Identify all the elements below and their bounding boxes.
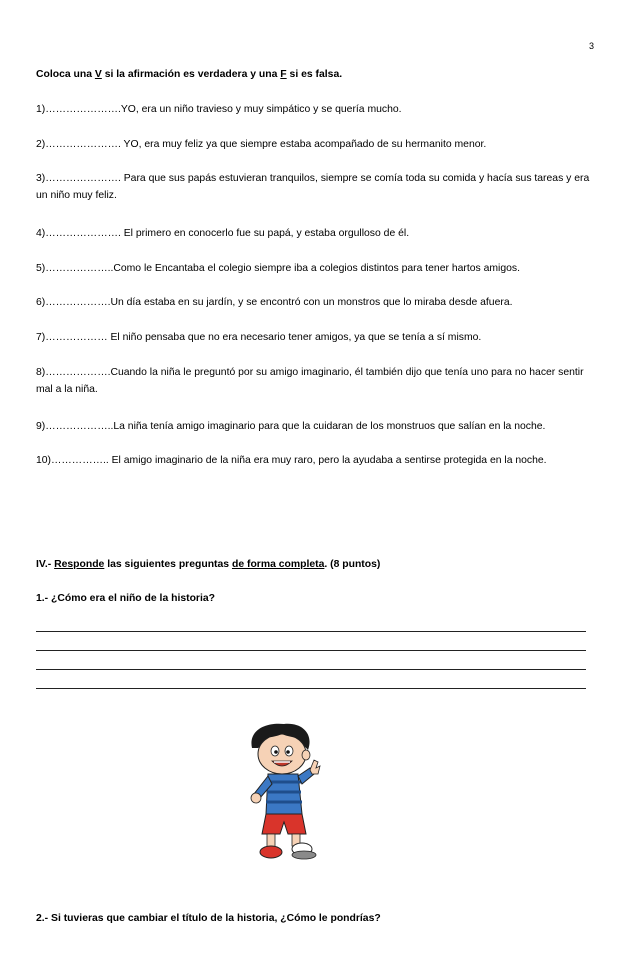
tf-item-8: 8)……………….Cuando la niña le preguntó por su amigo imaginario, él también dijo que tenía uno para no hacer sentir mal a la niña. (36, 367, 584, 395)
section-iv-text-1: IV.- (36, 559, 55, 570)
instruction-text-2: si la afirmación es verdadera y una (101, 69, 281, 80)
instruction-text-3: si es falsa. (286, 69, 343, 80)
answer-line[interactable] (36, 670, 586, 689)
answer-line[interactable] (36, 651, 586, 670)
page-number: 3 (588, 41, 594, 51)
tf-instruction (36, 66, 602, 83)
section-iv-text-3: . (8 puntos) (324, 559, 381, 570)
tf-item-1: 1)………………….YO, era un niño travieso y muy simpático y se quería mucho. (36, 104, 402, 115)
tf-item-10: 10)…………….. El amigo imaginario de la niña era muy raro, pero la ayudaba a sentirse protegida en la noche. (36, 455, 547, 466)
tf-item-5: 5)………………..Como le Encantaba el colegio siempre iba a colegios distintos para tener hartos amigos. (36, 263, 520, 274)
tf-item-3: 3)…………………. Para que sus papás estuvieran tranquilos, siempre se comía toda su comida y hacía sus tareas y era un niño muy feliz. (36, 173, 590, 201)
instruction-text-1: Coloca una (36, 69, 95, 80)
tf-item-7: 7)……………… El niño pensaba que no era necesario tener amigos, ya que se tenía a sí mismo. (36, 332, 482, 343)
answer-line[interactable] (36, 632, 586, 651)
question-2-label: 2.- Si tuvieras que cambiar el título de la historia, ¿Cómo le pondrías? (36, 913, 381, 924)
answer-line[interactable] (36, 613, 586, 632)
question-1-label: 1.- ¿Cómo era el niño de la historia? (36, 593, 215, 604)
tf-item-4: 4)…………………. El primero en conocerlo fue su papá, y estaba orgulloso de él. (36, 228, 410, 239)
section-iv-text-2: las siguientes preguntas (104, 559, 232, 570)
section-iv-responde: Responde (54, 559, 105, 570)
instruction-f-letter: F (280, 69, 287, 80)
answer-lines (36, 613, 586, 689)
tf-item-2: 2)…………………. YO, era muy feliz ya que siempre estaba acompañado de su hermanito menor. (36, 139, 487, 150)
tf-item-9: 9)………………..La niña tenía amigo imaginario para que la cuidaran de los monstruos que salían en la noche. (36, 421, 546, 432)
boy-illustration (244, 722, 324, 864)
instruction-v-letter: V (94, 69, 102, 80)
section-iv-de-forma-completa: de forma completa (231, 559, 325, 570)
section-iv-heading (36, 556, 602, 573)
tf-item-6: 6)……………….Un día estaba en su jardín, y se encontró con un monstros que lo miraba desde afuera. (36, 297, 513, 308)
